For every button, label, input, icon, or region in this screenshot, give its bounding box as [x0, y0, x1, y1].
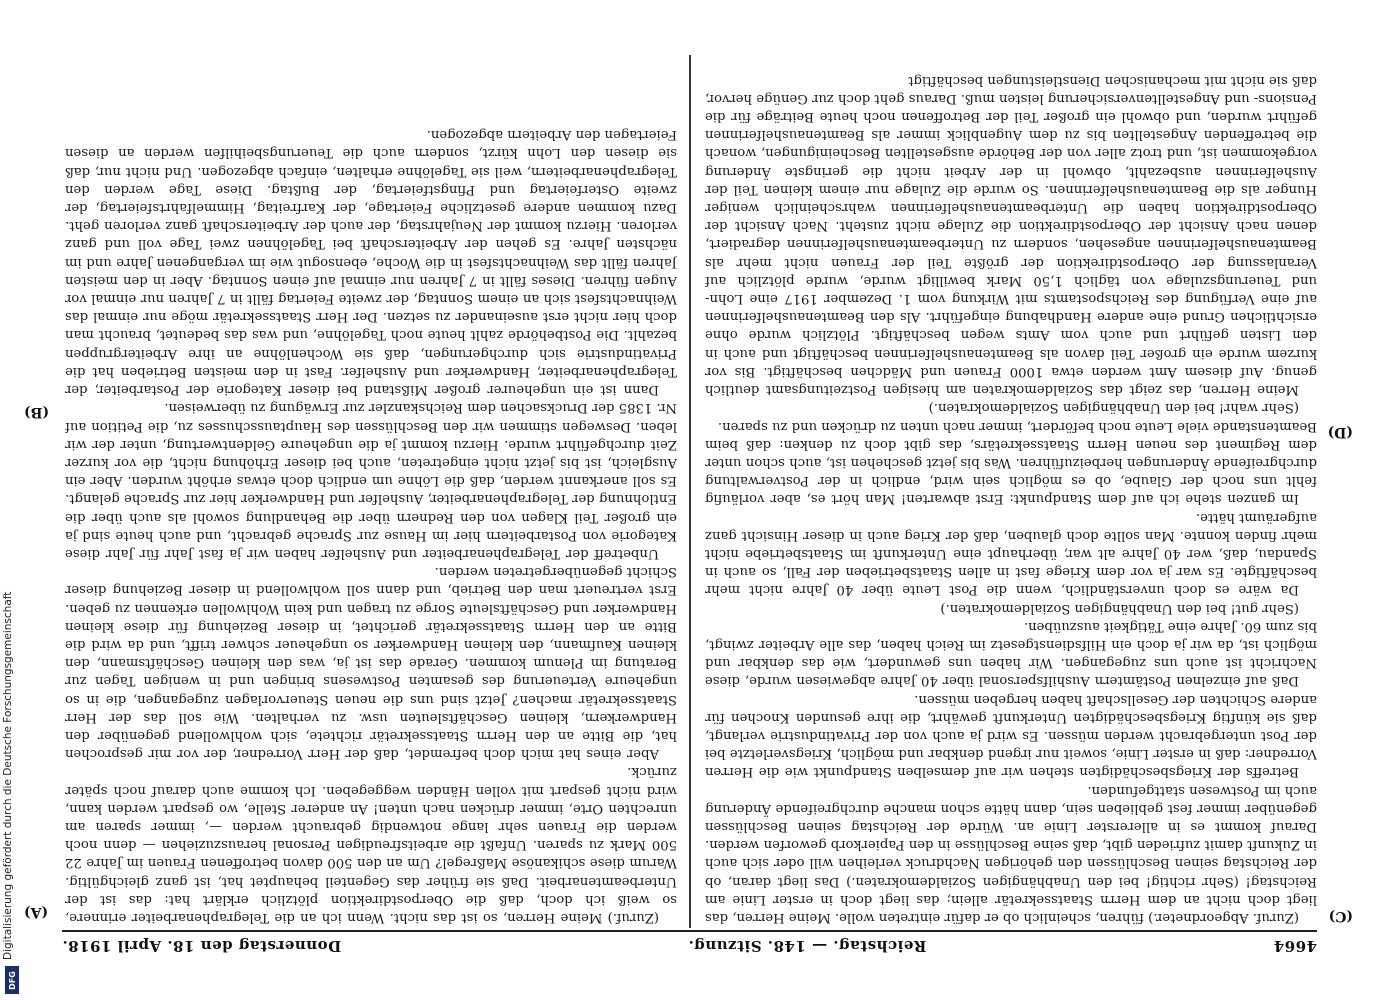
dfg-logo-text: DFG — [7, 970, 17, 990]
paragraph: Im ganzen stehe ich auf dem Standpunkt: Erst abwarten! Man hört es, aber vorläufig fehlt uns noch der Glaube, ob es möglich sein wird, endlich in der Postverwaltung durchgreifende Änderungen herbeizuführen. Was bis jetzt geschehen ist, auch schon unter dem Regiment des neuen Herrn Staatssekretärs, das gibt doch zu denken: daß beim Beamtenstande viele Leute noch befördert, immer nach unten zu drücken und zu sparen. — [705, 418, 1317, 507]
paragraph: (Sehr gut! bei den Unabhängigen Sozialdemokraten.) — [940, 600, 1299, 616]
header-date: Donnerstag den 18. April 1918. — [62, 937, 342, 955]
paragraph: (Zuruf.) Meine Herren, so ist das nicht. Wenn ich an die Telegraphenarbeiter erinnere, so weiß ich doch, daß die Oberpostdirektion plötzlich erklärt hat: das ist der Unterbeamtenarbeit. Daß sie früher das Gegenteil behauptet hat, ist ganz gleichgültig. Warum diese schikanöse Maßregel? Um an den 500 davon betroffenen Frauen im Jahre 22 500 Mark zu sparen. Unfaßt die arbeitsfreudigen Personal herauszuziehen — denn noch werden die Frauen sehr lange notwendig gebraucht werden —, immer sparen am unrechten Orte, immer drücken nach unten! An anderer Stelle, wo gespart werden kann, wird nicht gespart mit vollen Händen weggegeben. Ich komme auch darauf noch später zurück. — [65, 764, 677, 925]
paragraph: Unbetreff der Telegraphenarbeiter und Aushelfer haben wir ja fast Jahr für Jahr diese Kategorie von Postarbeitern hier im Hause zur Sprache gebracht, und auch heute sind ja ein großer Teil Klagen von den Rednern über die Behandlung sowohl als auch über die Entlohnung der Telegraphenarbeiter, Aushelfer und Handwerker hier zur Sprache gelangt. Es soll anerkannt werden, daß die Löhne um endlich doch etwas erhöht wurden. Aber ein Ausgleich, ist bis jetzt nicht eingetreten, auch bei dieser Erhöhung nicht, die vor kurzer Zeit durchgeführt wurde. Hierzu kommt ja die ungeheure Geldentwertung, unter der wir leben. Deswegen stimmen wir den Beschlüssen des Hauptausschusses zu, die Petition auf Nr. 1385 der Drucksachen dem Reichskanzler zur Erwägung zu überweisen. — [65, 400, 677, 561]
page-number: 4664 — [1273, 937, 1317, 955]
column-left-side — [65, 59, 677, 926]
page-header — [62, 930, 1317, 960]
paragraph: Daß auf einzelnen Postämtern Aushilfspersonal über 40 Jahre abgewiesen wurde, diese Nachricht ist auch uns zugegangen. Wir haben uns gewundert, wie das denkbar und möglich ist, da wir ja doch ein Hilfsdienstgesetz im Reich haben, das alle Arbeiter zwingt, bis zum 60. Jahre eine Tätigkeit auszuüben. — [705, 618, 1317, 689]
scanned-page — [24, 55, 1353, 960]
paragraph: Meine Herren, das zeigt das Sozialdemokraten am hiesigen Postzeitungsamt deutlich genug. Auf diesem Amt werden etwa 1000 Frauen und Mädchen beschäftigt. Bis vor kurzem wurde ein großer Teil davon als Beamtenaushelferinnen beschäftigt und auch in den Listen geführt und auch vom Amts wegen beschäftigt. Plötzlich wurde ohne ersichtlichen Grund eine andere Handhabung eingeführt. Als den Beamtenaushelferinnen auf eine Verfügung des Reichspostamts mit Wirkung vom 1. Dezember 1917 eine Lohn- und Teuerungszulage von täglich 1,50 Mark bewilligt wurde, wurde plötzlich auf Veranlassung der Oberpostdirektion der größte Teil der Frauen nicht mehr als Beamtenaushelferinnen angesehen, sondern zu Unterbeamtenaushelferinnen degradiert, denen nach Ansicht der Oberpostdirektion die Zulage nicht zusteht. Nach Ansicht der Oberpostdirektion haben die Unterbeamtenaushelferinnen wahrscheinlich weniger Hunger als die Beamtenaushelferinnen. So wurde die Zulage nur einem kleinen Teil der Aushelferinnen ausbezahlt, obwohl in der Arbeit nicht die geringste Änderung vorgekommen ist, und trotz aller von der Behörde ausgestellten Bescheinigungen, wonach die betreffenden Angestellten bis zu dem Augenblick immer als Beamtenaushelferinnen geführt wurden, und obwohl ein großer Teil der Betroffenen noch heute Beiträge für die Pensions- und Angestelltenversicherung leisten muß. Daraus geht doch zur Genüge hervor, daß sie nicht mit mechanischen Dienstleistungen beschäftigt — [705, 72, 1317, 398]
paragraph: Betreffs der Kriegsbeschädigten stehen wir auf demselben Standpunkt wie die Herren Vorredner: daß in erster Linie, soweit nur irgend denkbar und möglich, Kriegsverletzte bei der Post untergebracht werden müssen. Es wird ja auch von der Privatindustrie verlangt, daß sie künftig Kriegsbeschädigten Unterkunft gewährt, die ihre gesunden Knochen für andere Schichten der Gesellschaft haben hergeben müssen. — [705, 691, 1317, 780]
margin-mark-b: (B) — [24, 404, 50, 420]
paragraph: Dann ist ein ungeheurer großer Mißstand bei dieser Kategorie der Postarbeiter, der Telegraphenarbeiter, Handwerker und Aushelfer. Fast in den meisten Betrieben hat die Privatindustrie sich durchgerungen, daß sie Wochenlöhne an ihre Arbeitergruppen bezahlt. Die Postbehörde zahlt heute noch Tagelöhne, und was das bedeutet, braucht man doch hier nicht erst auseinander zu setzen. Der Herr Staatssekretär möge nur einmal das Weihnachtsfest sich an einem Sonntag, der zweite Feiertag fällt in 7 Jahren nur einmal vor Augen führen. Dieses fällt in 7 Jahren nur einmal auf einen Sonntag. Aber in den meisten Jahren fällt das Weihnachtsfest in die Woche, ebensogut wie im vergangenen Jahre und im nächsten Jahre. Es gehen der Arbeiterschaft bei Tagelöhnen zwei Tage voll und ganz verloren. Hierzu kommt der Neujahrstag, der auch der Arbeiterschaft ganz verloren geht. Dazu kommen andere gesetzliche Feiertage, der Karfreitag, Himmelfahrtsfeiertag, der zweite Osterfeiertag und Pfingstfeiertag, der Bußtag. Diese Tage werden den Telegraphenarbeitern, weil sie Tagelöhne erhalten, einfach abgezogen. Und nicht nur, daß sie diesen den Lohn kürzt, sondern auch die Teuerungsbeihilfen werden an diesen Feiertagen den Arbeitern abgezogen. — [65, 127, 677, 398]
margin-mark-a: (A) — [24, 904, 49, 920]
column-divider — [690, 55, 692, 928]
paragraph: Da wäre es doch unverständlich, wenn die Post Leute über 40 Jahre nicht mehr beschäftigte. Es war ja vor dem Kriege fast in allen Staatsbetrieben der Fall, so auch in Spandau, daß, wer 40 Jahre alt war, überhaupt eine Unterkunft im Staatsbetriebe nicht mehr finden konnte. Man sollte doch glauben, daß der Krieg auch in dieser Hinsicht ganz aufgeräumt hätte. — [705, 509, 1317, 598]
paragraph: Aber eines hat mich doch befremdet, daß der Herr Vorredner, der vor mir gesprochen hat, die Bitte an den Herrn Staatssekretär richtete, sich wohlwollend gegenüber den Handwerkern, kleinen Geschäftsleuten usw. zu verhalten. Wie soll das der Herr Staatssekretär machen? Jetzt sind uns die neuen Steuervorlagen zugegangen, die in so ungeheure Verteuerung des gesamten Postwesens bringen und in wenigen Tagen zur Beratung im Plenum kommen. Gerade das ist ja, was den kleinen Geschäftsmann, den kleinen Kaufmann, den kleinen Handwerker so ungeheuer schwer trifft, und da wird die Bitte an den Herrn Staatssekretär gerichtet, in dieser Beziehung für diese kleinen Handwerker und Geschäftsleute Sorge zu tragen und kein Wohlwollen erkennen zu geben. Erst vertreuert man den Betrieb, und dann soll wohlwollend in dieser Beziehung dieser Schicht gegenübergetreten werden. — [65, 564, 677, 762]
margin-mark-c: (C) — [1328, 908, 1353, 924]
paragraph: (Sehr wahr! bei den Unabhängigen Sozialdemokraten.) — [928, 400, 1299, 416]
digitization-credit — [2, 0, 20, 1000]
paragraph: (Zuruf. Abgeordneter.) führen, scheinlich ob er dafür eintreten wolle. Meine Herren, das liegt doch nicht an dem Herrn Staatssekretär allein; das liegt doch in erster Linie am Reichstag! (Sehr richtig! bei den Unabhängigen Sozialdemokraten.) Das liegt daran, ob der Reichstag seinen Beschlüssen den gehörigen Nachdruck verleihen will oder sich auch in Zukunft damit zufrieden gibt, daß seine Beschlüsse in den Papierkorb geworfen werden. Darauf kommt es in allererster Linie an. Würde der Reichstag seinen Beschlüssen gegenüber immer fest geblieben sein, dann hätte schon manche durchgreifende Änderung auch im Postwesen stattgefunden. — [705, 782, 1317, 925]
header-title: Reichstag. — 148. Sitzung. — [688, 937, 927, 955]
dfg-logo — [5, 966, 19, 994]
rotated-page-content — [24, 55, 1353, 960]
column-right-side — [705, 59, 1317, 926]
credit-text: Digitalisierung gefördert durch die Deutsche Forschungsgemeinschaft — [2, 591, 14, 960]
margin-mark-d: (D) — [1327, 424, 1353, 440]
